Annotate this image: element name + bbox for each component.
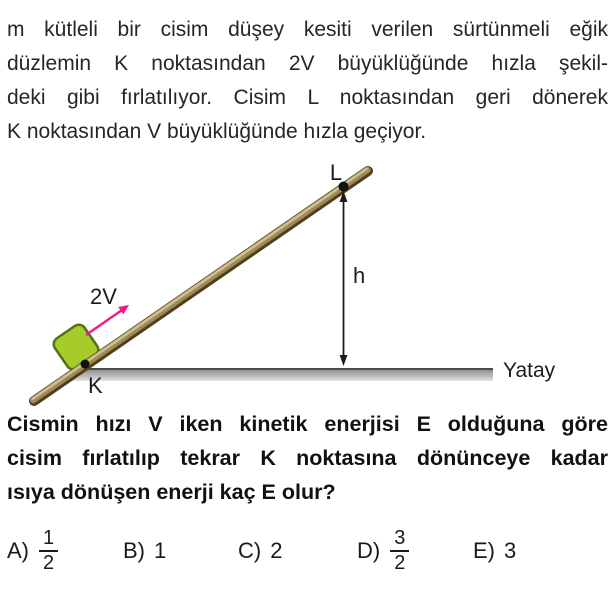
problem-line: düzlemin K noktasından 2V büyüklüğünde hızla şekil- <box>7 52 608 75</box>
label-K: K <box>88 373 103 398</box>
option-C <box>238 524 282 578</box>
question-text <box>7 407 608 509</box>
fraction-denominator: 2 <box>390 550 409 575</box>
point-K-dot <box>81 360 90 369</box>
option-B-label: B) <box>123 538 145 563</box>
option-A-fraction <box>39 527 58 575</box>
incline-diagram <box>0 155 615 407</box>
option-A <box>7 524 58 578</box>
problem-line: m kütleli bir cisim düşey kesiti verilen sürtünmeli eğik <box>7 18 608 41</box>
problem-line: deki gibi fırlatılıyor. Cisim L noktasından geri dönerek <box>7 86 608 109</box>
answer-options <box>0 524 615 578</box>
option-C-value: 2 <box>270 538 283 563</box>
problem-statement <box>7 13 608 149</box>
option-D <box>357 524 409 578</box>
problem-line: K noktasından V büyüklüğünde hızla geçiyor. <box>7 120 427 143</box>
velocity-arrow <box>86 310 122 335</box>
option-A-label: A) <box>7 538 29 563</box>
option-D-fraction <box>390 527 409 575</box>
option-E-value: 3 <box>504 538 517 563</box>
question-line: ısıya dönüşen enerji kaç E olur? <box>7 480 336 504</box>
option-B <box>123 524 166 578</box>
option-E <box>473 524 516 578</box>
option-D-label: D) <box>357 538 381 563</box>
option-E-label: E) <box>473 538 495 563</box>
fraction-denominator: 2 <box>39 550 58 575</box>
option-C-label: C) <box>238 538 262 563</box>
question-line: Cismin hızı V iken kinetik enerjisi E olduğuna göre <box>7 412 608 436</box>
label-yatay: Yatay <box>503 359 556 382</box>
label-L: L <box>329 160 343 185</box>
fraction-numerator: 3 <box>394 527 406 549</box>
question-line: cisim fırlatılıp tekrar K noktasına dönünceye kadar <box>7 446 608 470</box>
velocity-arrowhead-icon <box>118 305 129 314</box>
label-2V: 2V <box>90 284 117 309</box>
option-B-value: 1 <box>154 538 167 563</box>
height-arrowhead-down-icon <box>340 355 348 366</box>
label-h: h <box>353 263 366 288</box>
fraction-numerator: 1 <box>43 527 55 549</box>
